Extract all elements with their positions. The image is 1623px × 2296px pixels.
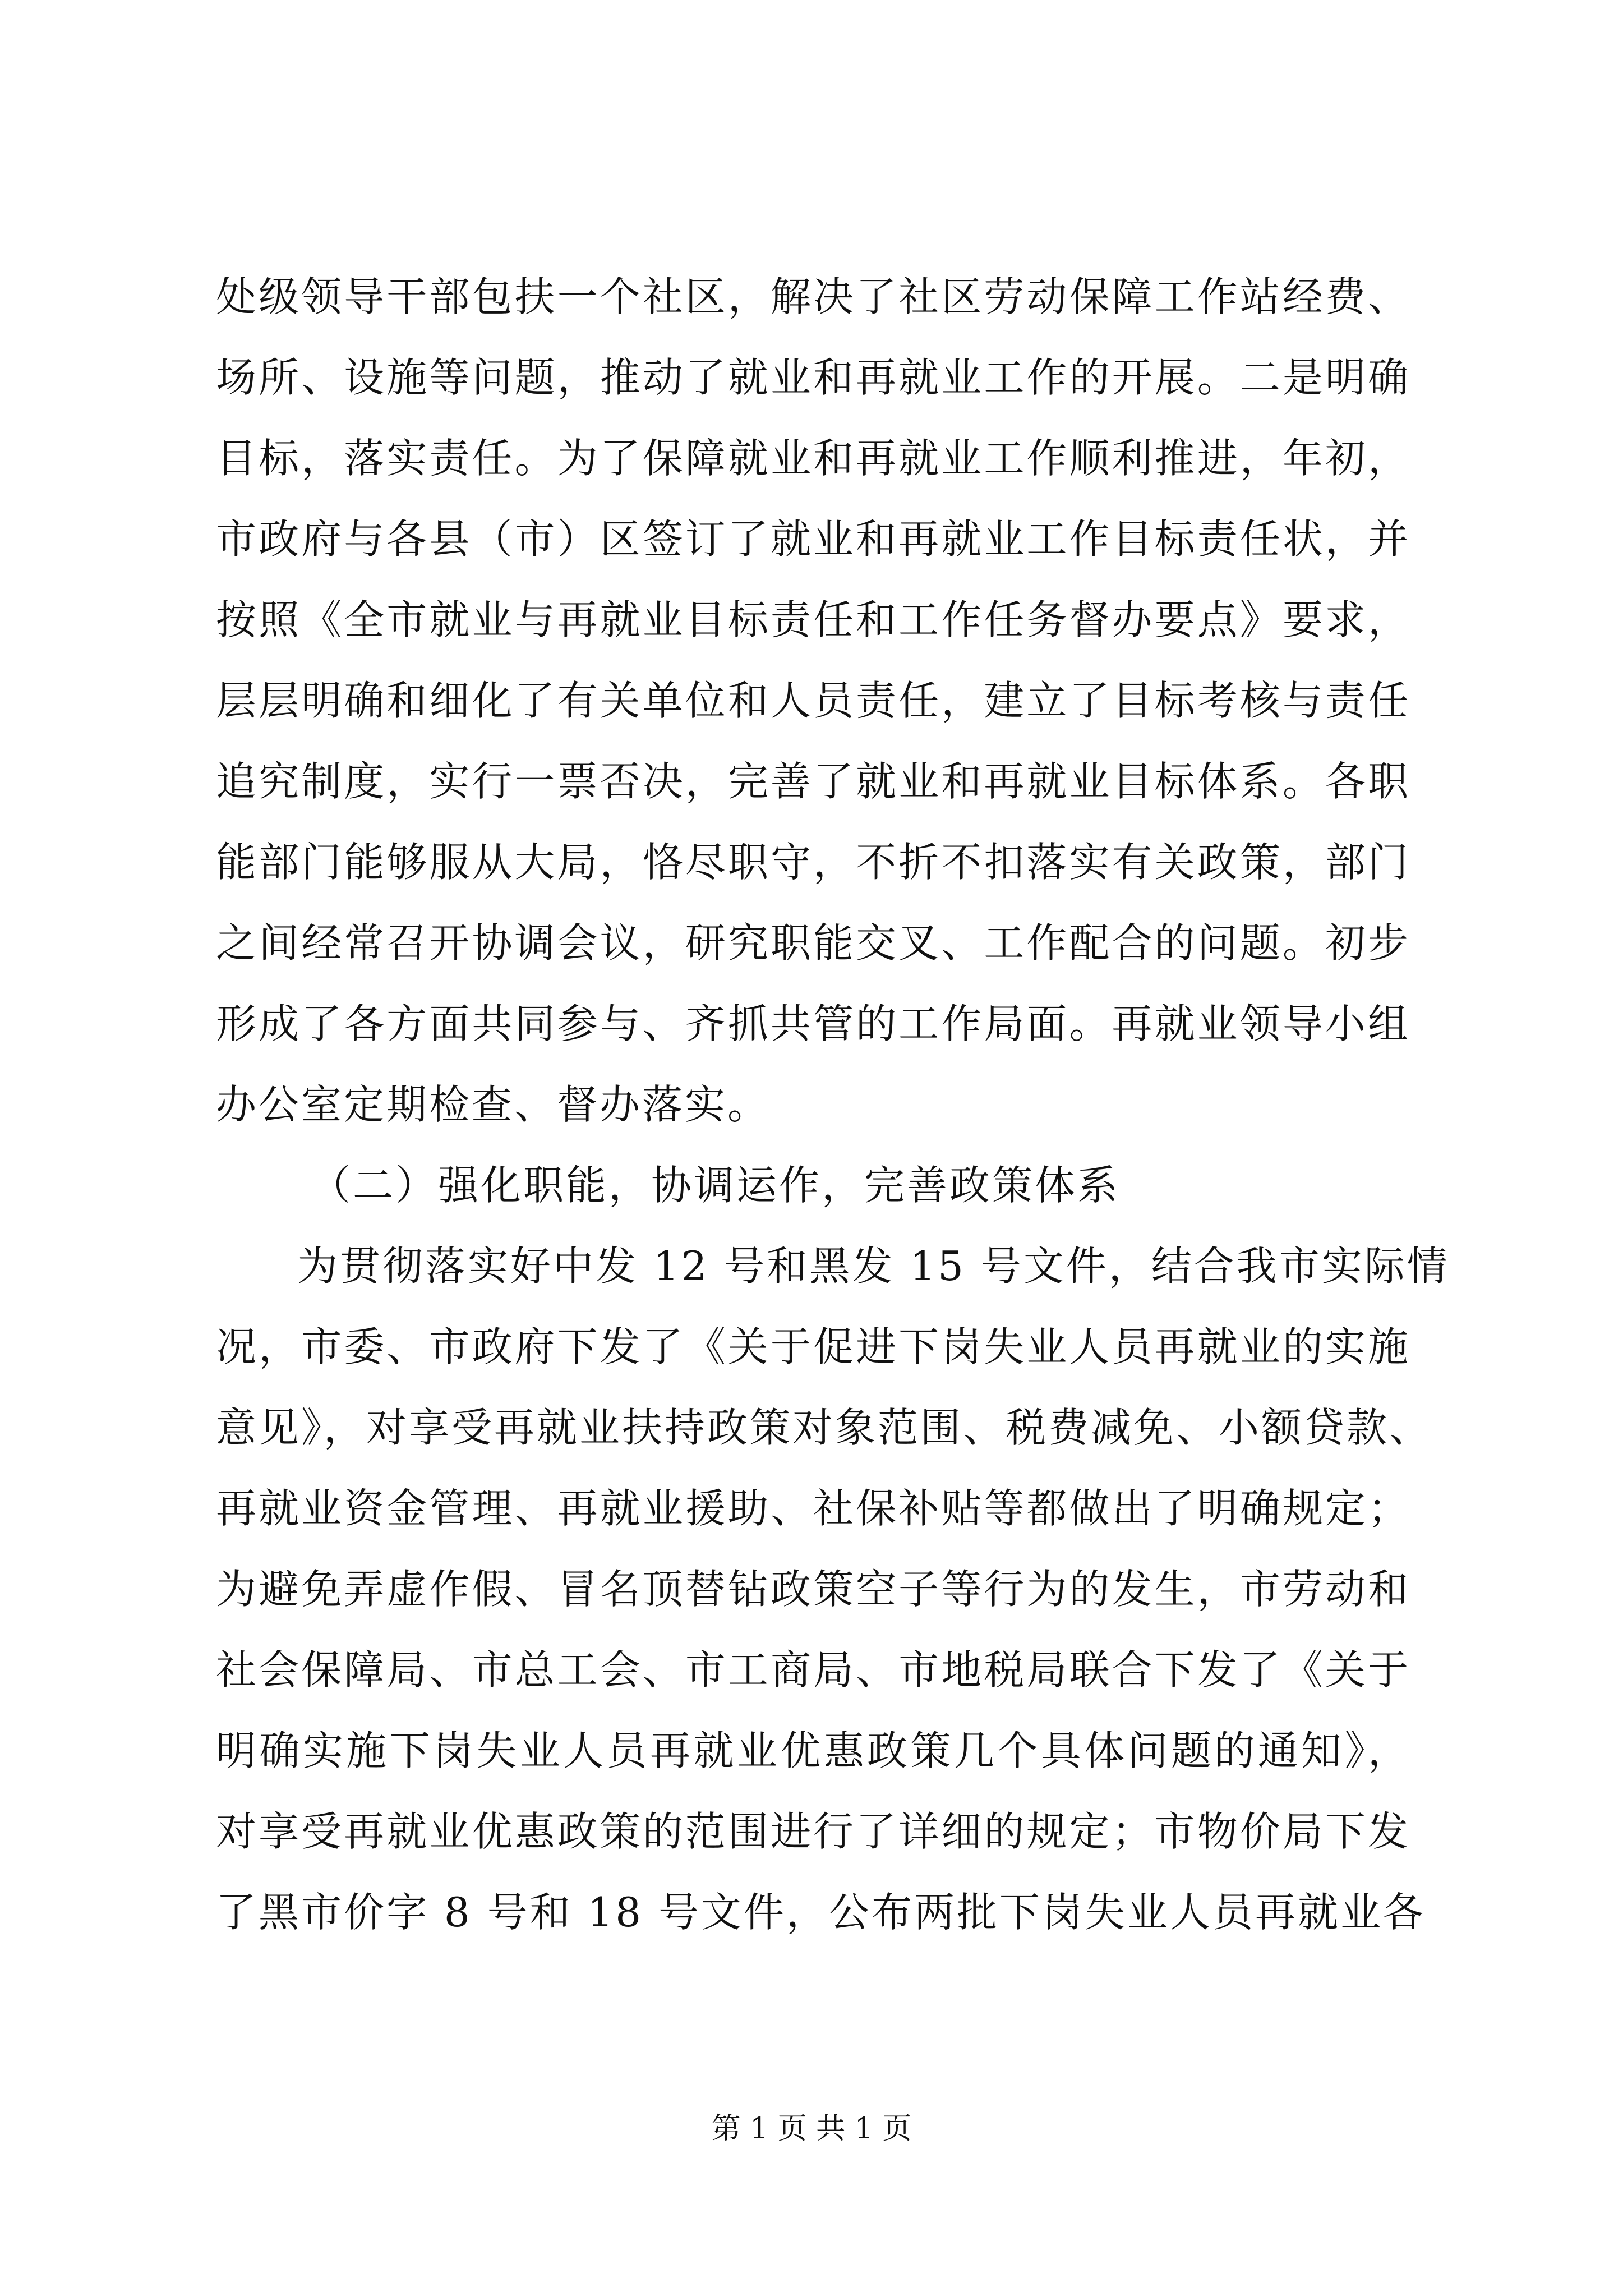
paragraph-line: 明确实施下岗失业人员再就业优惠政策几个具体问题的通知》，	[216, 1727, 1410, 1774]
paragraph-line: 形成了各方面共同参与、齐抓共管的工作局面。再就业领导小组	[216, 1000, 1410, 1047]
paragraph-line: 目标，落实责任。为了保障就业和再就业工作顺利推进，年初，	[216, 435, 1410, 482]
paragraph-line: 场所、设施等问题，推动了就业和再就业工作的开展。二是明确	[216, 354, 1410, 401]
paragraph-line: 为避免弄虚作假、冒名顶替钻政策空子等行为的发生，市劳动和	[216, 1566, 1410, 1613]
paragraph-line: 了黑市价字 8 号和 18 号文件，公布两批下岗失业人员再就业各	[216, 1889, 1426, 1936]
paragraph-line: 层层明确和细化了有关单位和人员责任，建立了目标考核与责任	[216, 677, 1410, 724]
paragraph-line: 按照《全市就业与再就业目标责任和工作任务督办要点》要求，	[216, 596, 1410, 643]
section-heading: （二）强化职能，协调运作，完善政策体系	[310, 1162, 1121, 1209]
paragraph-line: 对享受再就业优惠政策的范围进行了详细的规定；市物价局下发	[216, 1808, 1410, 1855]
paragraph-line: 市政府与各县（市）区签订了就业和再就业工作目标责任状，并	[216, 516, 1410, 563]
paragraph-line: 再就业资金管理、再就业援助、社保补贴等都做出了明确规定；	[216, 1485, 1410, 1532]
paragraph-line: 之间经常召开协调会议，研究职能交叉、工作配合的问题。初步	[216, 919, 1410, 967]
paragraph-line: 意见》，对享受再就业扶持政策对象范围、税费减免、小额贷款、	[216, 1404, 1432, 1451]
paragraph-line: 况，市委、市政府下发了《关于促进下岗失业人员再就业的实施	[216, 1323, 1410, 1370]
paragraph-line: 社会保障局、市总工会、市工商局、市地税局联合下发了《关于	[216, 1646, 1410, 1694]
paragraph-line: 追究制度，实行一票否决，完善了就业和再就业目标体系。各职	[216, 758, 1410, 805]
paragraph-line: 办公室定期检查、督办落实。	[216, 1081, 771, 1128]
paragraph-line: 为贯彻落实好中发 12 号和黑发 15 号文件，结合我市实际情	[297, 1243, 1450, 1290]
paragraph-line: 能部门能够服从大局，恪尽职守，不折不扣落实有关政策，部门	[216, 839, 1410, 886]
paragraph-line: 处级领导干部包扶一个社区，解决了社区劳动保障工作站经费、	[216, 273, 1410, 320]
document-body	[216, 256, 1450, 1953]
page-number-footer: 第 1 页 共 1 页	[711, 2112, 912, 2146]
